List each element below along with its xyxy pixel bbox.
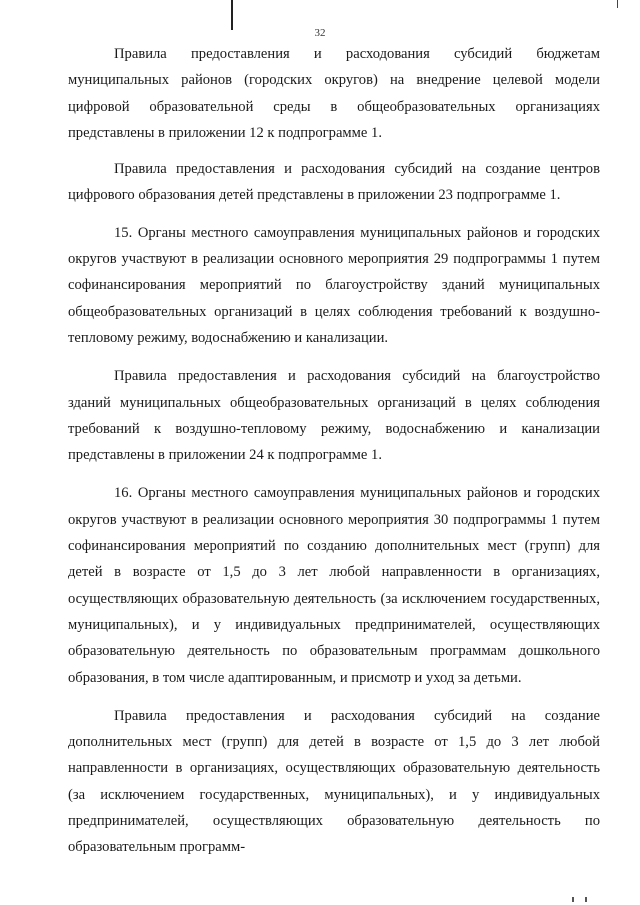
scan-bottom-mark [585,897,587,902]
scan-bottom-mark [572,897,574,902]
paragraph-subsidy-additional-places: Правила предоставления и расходования субсидий на создание дополнительных мест (групп) для детей в возрасте от 1,5 до 3 лет любой направленности в организациях, осуществляющих образовательную деятельность (за исключением государственных, муниципальных), и у индивидуальных предпринимателей, осуществляющих образовательную деятельность по образовательным программ- [68,707,600,856]
document-body [68,41,600,861]
page-number: 32 [314,27,326,39]
paragraph-subsidy-building-improvement: Правила предоставления и расходования субсидий на благоустройство зданий муниципальных общеобразовательных организаций в целях соблюдения требований к воздушно-тепловому режиму, водоснабжению и канализации представлены в приложении 24 к подпрограмме 1. [68,368,600,464]
binding-line [231,0,233,30]
paragraph-item-16: 16. Органы местного самоуправления муниципальных районов и городских округов участвуют в реализации основного мероприятия 30 подпрограммы 1 путем софинансирования мероприятий по созданию дополнительных мест (групп) для детей в возрасте от 1,5 до 3 лет любой направленности в организациях, осуществляющих образовательную деятельность (за исключением государственных, муниципальных), и у индивидуальных предпринимателей, осуществляющих образовательную деятельность по образовательным программам дошкольного образования, в том числе адаптированным, и присмотр и уход за детьми. [68,485,600,686]
scan-corner-mark [617,0,618,8]
paragraph-subsidy-digital-environment: Правила предоставления и расходования субсидий бюджетам муниципальных районов (городских округов) на внедрение целевой модели цифровой образовательной среды в общеобразовательных организациях представлены в приложении 12 к подпрограмме 1. [68,46,600,141]
paragraph-subsidy-digital-centers: Правила предоставления и расходования субсидий на создание центров цифрового образования детей представлены в приложении 23 подпрограмме 1. [68,161,600,204]
paragraph-item-15: 15. Органы местного самоуправления муниципальных районов и городских округов участвуют в реализации основного мероприятия 29 подпрограммы 1 путем софинансирования мероприятий по благоустройству зданий муниципальных общеобразовательных организаций в целях соблюдения требований к воздушно-тепловому режиму, водоснабжению и канализации. [68,224,600,346]
